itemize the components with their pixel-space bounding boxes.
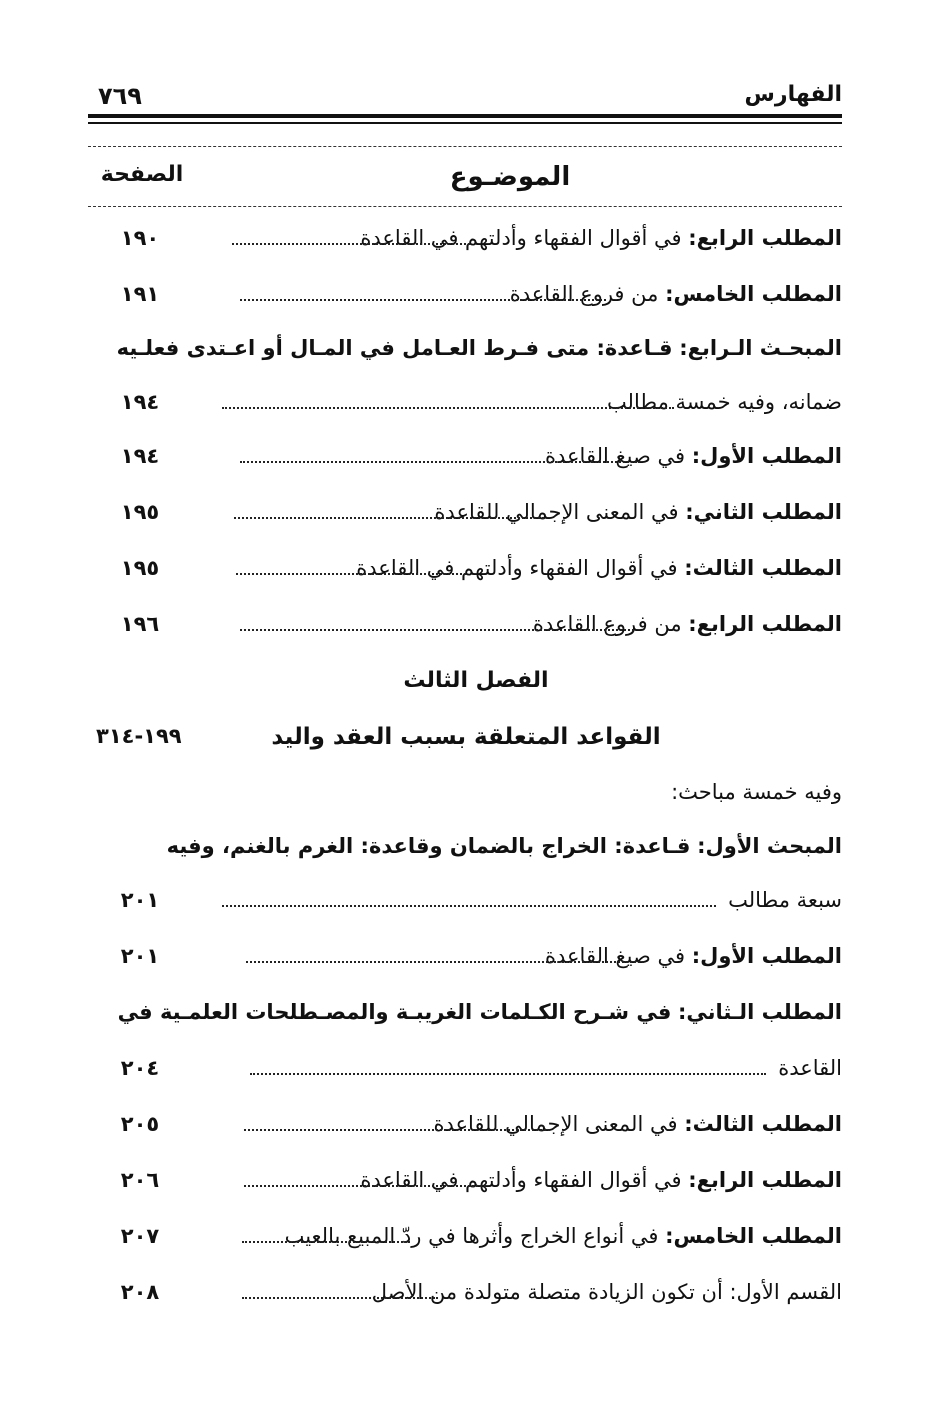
entry-page: ١٩٠: [120, 226, 160, 250]
toc-entry: [90, 884, 842, 928]
toc-entry: [90, 552, 842, 596]
toc-entry: [90, 1220, 842, 1264]
toc-entry: [90, 1108, 842, 1152]
chapter-page-range: ١٩٩-٣١٤: [96, 724, 182, 748]
entry-page: ١٩٥: [120, 556, 160, 580]
chapter-title: الفصل الثالث: [403, 668, 549, 693]
entry-text: وفيه خمسة مباحث:: [671, 780, 842, 804]
entry-text: المطلب الأول: في صيغ القاعدة: [545, 444, 842, 468]
leader-dots: [242, 1297, 438, 1299]
header-rule-thin: [88, 122, 842, 124]
toc-entry: [90, 386, 842, 430]
toc-entry: [90, 996, 842, 1040]
leader-dots: [222, 407, 674, 409]
toc-entry: [90, 608, 842, 652]
entry-page: ١٩٤: [120, 444, 160, 468]
toc-entry: [90, 776, 842, 820]
leader-dots: [244, 1185, 486, 1187]
toc-entry: [90, 1276, 842, 1320]
toc-entry: [90, 1052, 842, 1096]
running-title: الفهارس: [744, 82, 842, 107]
entry-text: المطلب الخامس: من فروع القاعدة: [509, 282, 842, 306]
toc-entry: [90, 830, 842, 874]
entry-text: القسم الأول: أن تكون الزيادة متصلة متولدة من الأصل: [371, 1280, 842, 1304]
running-header: [90, 82, 842, 116]
entry-text: المطلب الخامس: في أنواع الخراج وأثرها في ردّ المبيع بالعيب: [284, 1224, 842, 1248]
entry-page: ٢٠٧: [120, 1224, 160, 1248]
leader-dots: [242, 1241, 410, 1243]
table-header-divider: [88, 206, 842, 207]
entry-page: ٢٠١: [120, 888, 160, 912]
entry-text: المبحـث الـرابع: قـاعدة: متى فـرط العـامل في المـال أو اعـتدى فعلـيه: [116, 336, 842, 360]
leader-dots: [240, 629, 634, 631]
entry-text: المطلب الثالث: في المعنى الإجمالي للقاعدة: [433, 1112, 842, 1136]
entry-text: المطلب الرابع: في أقوال الفقهاء وأدلتهم في القاعدة: [360, 1168, 842, 1192]
entry-text: سبعة مطالب: [728, 888, 842, 912]
leader-dots: [236, 573, 466, 575]
leader-dots: [250, 1073, 766, 1075]
entry-page: ٢٠٦: [120, 1168, 160, 1192]
leader-dots: [234, 517, 544, 519]
entry-page: ٢٠٤: [120, 1056, 160, 1080]
entry-text: المطلب الثاني: في المعنى الإجمالي للقاعدة: [434, 500, 842, 524]
entry-page: ١٩٥: [120, 500, 160, 524]
column-header-page: الصفحة: [100, 162, 184, 187]
page-number: ٧٦٩: [98, 82, 142, 110]
toc-entry: [90, 440, 842, 484]
entry-text: القاعدة: [778, 1056, 842, 1080]
toc-entry: [90, 332, 842, 376]
toc-entry: [90, 278, 842, 322]
entry-text: ضمانه، وفيه خمسة مطالب: [606, 390, 842, 414]
toc-entry: [90, 222, 842, 266]
toc-entry: [90, 940, 842, 984]
entry-text: المطلب الرابع: في أقوال الفقهاء وأدلتهم في القاعدة: [360, 226, 842, 250]
entry-page: ٢٠٥: [120, 1112, 160, 1136]
leader-dots: [246, 961, 644, 963]
entry-text: المطلب الثالث: في أقوال الفقهاء وأدلتهم في القاعدة: [356, 556, 842, 580]
entry-page: ٢٠٨: [120, 1280, 160, 1304]
header-rule-thick: [88, 114, 842, 118]
entry-page: ١٩٦: [120, 612, 160, 636]
chapter-subtitle: القواعد المتعلقة بسبب العقد واليد: [271, 724, 661, 750]
chapter-subtitle-row: [90, 724, 842, 764]
toc-entry: [90, 1164, 842, 1208]
leader-dots: [232, 243, 470, 245]
leader-dots: [222, 905, 716, 907]
entry-text: المطلب الرابع: من فروع القاعدة: [532, 612, 842, 636]
leader-dots: [240, 461, 640, 463]
entry-text: المطلب الـثاني: في شـرح الكـلمات الغريبـة والمصـطلحات العلمـية في: [117, 1000, 842, 1024]
entry-text: المطلب الأول: في صيغ القاعدة: [545, 944, 842, 968]
entry-page: ١٩٤: [120, 390, 160, 414]
entry-page: ١٩١: [120, 282, 160, 306]
entry-page: ٢٠١: [120, 944, 160, 968]
leader-dots: [244, 1129, 550, 1131]
toc-entry: [90, 496, 842, 540]
column-header-subject: الموضـوع: [449, 162, 571, 192]
entry-text: المبحث الأول: قـاعدة: الخراج بالضمان وقاعدة: الغرم بالغنم، وفيه: [166, 834, 842, 858]
table-top-divider: [88, 146, 842, 147]
leader-dots: [240, 299, 606, 301]
